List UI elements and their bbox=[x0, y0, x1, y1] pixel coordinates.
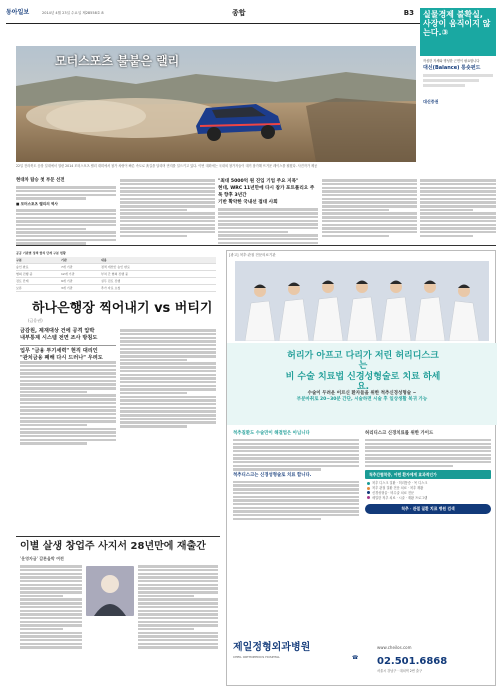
ad-line-1: 실물경제 불확실, bbox=[423, 10, 483, 19]
article-2-title: 현대, WRC 11년만에 다시 참가 포트폴리오 주목 향후 3년간 bbox=[218, 186, 315, 199]
ad-headline-2: 비 수술 치료법 신경성형술로 치료 하세요. bbox=[285, 371, 441, 393]
article-column-4 bbox=[322, 178, 417, 238]
ad-bullet: 척추 관절 질환 전문 치료 · 척추 재활 bbox=[367, 486, 491, 491]
ad-headline-1: 허리가 아프고 다리가 저린 허리디스크는 bbox=[287, 351, 439, 372]
hospital-phone[interactable]: 02.501.6868 bbox=[377, 656, 448, 667]
table-title: 공공 기관별 정책 협의 단계 구분 현황 bbox=[16, 251, 66, 255]
main-headline: 하나은행장 찍어내기 vs 버티기 bbox=[32, 301, 213, 316]
doctors-photo bbox=[235, 261, 489, 341]
phone-icon: ☎ bbox=[352, 655, 359, 661]
ad-bullet: 척추 디스크 질환 · 허리통증 · 목 디스크 bbox=[367, 481, 491, 486]
main-col-2 bbox=[120, 328, 216, 429]
ad-callout-2[interactable]: 척추 · 관절 질환 치료 병원 검색 bbox=[365, 504, 491, 513]
main-col-1 bbox=[20, 360, 116, 446]
photo-caption: 22일 전라북도 순창 일대에서 열린 2014 모터스포츠 랠리 대회에서 참가 차량이 빠른 속도로 흙길을 달리며 먼지를 일으키고 있다. 이번 대회에는 국내외 참가자들이 대거 참가해 뜨거운 레이스를 펼쳤다. 사진작가 제공 bbox=[16, 164, 318, 168]
ad-left-col bbox=[233, 431, 359, 521]
second-kicker: '운영자금' 갑론을박 여전 bbox=[20, 556, 64, 561]
article-2-subhead: "최대 5000억 원 진입 기업 주요 지목" bbox=[218, 179, 299, 184]
ad-bullet: 세밀한 척추 치료 · 시술 · 재활 프로그램 bbox=[367, 496, 491, 501]
page-number: B3 bbox=[403, 9, 414, 17]
main-deck: 금감원, 제재대상 건에 공격 압박 내부통제 시스템 전면 조사 방침도 업무 "금융 투기세력" 현직 대리인 "관치금융 폐해 다시 드러나" 우려도 bbox=[20, 328, 116, 362]
author-photo bbox=[86, 566, 134, 616]
second-col-1 bbox=[20, 564, 82, 650]
article-1-subhead: ■ 모터스포츠 랠리의 역사 bbox=[16, 201, 58, 206]
ad-desc: 작심한 자세와 명성한 근면이 필요합니다 bbox=[423, 59, 480, 63]
table-row: 검토 단계 9개 기관 실무 검토 진행 bbox=[16, 278, 216, 285]
ad-brand: 대신(Balance) 롱숏펀드 bbox=[423, 65, 481, 72]
article-1-title: 현대차 탑승 첫 부문 선전 bbox=[16, 178, 65, 183]
policy-table bbox=[16, 251, 216, 292]
article-column-2 bbox=[120, 178, 215, 238]
second-headline: 이별 살생 창업주 사지서 28년만에 재출간 bbox=[20, 541, 206, 552]
ad-line-2: 사장이 움직이지 않는다.③ bbox=[423, 18, 491, 37]
photo-title: 모터스포츠 불붙은 랠리 bbox=[55, 54, 180, 68]
ad-subline-1: 수술이 두려운 어르신 환자들을 위한 척추신경성형술 ~ bbox=[307, 391, 417, 396]
ad-tag: [광고] 척추·관절 전문의료기관 bbox=[229, 253, 276, 257]
hospital-address: 서울시 강남구 · 대치역 2번 출구 bbox=[377, 669, 423, 673]
article-column-1 bbox=[16, 178, 116, 246]
hospital-name: 제일정형외과병원 bbox=[233, 642, 311, 653]
ad-callout-1: 척추간협착증, 어떤 환자에게 효과적인가 bbox=[365, 470, 491, 479]
table-row: 보류 3개 기관 추가 자료 요청 bbox=[16, 285, 216, 292]
hospital-advertisement[interactable] bbox=[226, 250, 496, 686]
hospital-logo bbox=[233, 641, 343, 677]
side-advertisement[interactable] bbox=[420, 8, 496, 136]
ad-left-title: 척추질환도 수술만이 해결법은 아닙니다 bbox=[233, 431, 310, 436]
article-2-head: 기반 확약한 국내선 접대 사회 bbox=[218, 200, 278, 206]
ad-right-col bbox=[365, 431, 491, 514]
issue-date: 2014년 4월 23일 수요일 제28558호 8 bbox=[42, 11, 104, 15]
section-name: 종합 bbox=[232, 9, 246, 17]
second-col-2 bbox=[138, 564, 218, 650]
hospital-name-en: CHEIL ORTHOPEDICS HOSPITAL bbox=[233, 654, 280, 659]
ad-mid-title: 척추디스크는 신경성형술로 치료 합니다. bbox=[233, 472, 312, 478]
article-column-3 bbox=[218, 178, 318, 245]
article-column-5 bbox=[420, 178, 496, 238]
table-row: 승인 완료 7개 기관 정책 개선안 승인 완료 bbox=[16, 264, 216, 271]
newspaper-logo: 동아일보 bbox=[6, 9, 30, 16]
ad-footer: 대신증권 bbox=[423, 99, 439, 105]
main-kicker: (금융권) bbox=[28, 318, 43, 323]
table-header-row: 구분 기관 내용 bbox=[16, 257, 216, 264]
ad-right-title: 허리디스크 신경치료를 위한 가이드 bbox=[365, 431, 434, 436]
ad-subline-2: 부분마취로 20~30분 간단, 시술하면 시술 후 일상생활 복귀 가능 bbox=[296, 396, 428, 402]
table-row: 협의 진행 중 12개 기관 부처 간 협의 진행 중 bbox=[16, 271, 216, 278]
hospital-url[interactable]: www.cheilos.com bbox=[377, 645, 412, 650]
ad-bullet: 신경성형술 · 비수술 치료 전문 bbox=[367, 491, 491, 496]
